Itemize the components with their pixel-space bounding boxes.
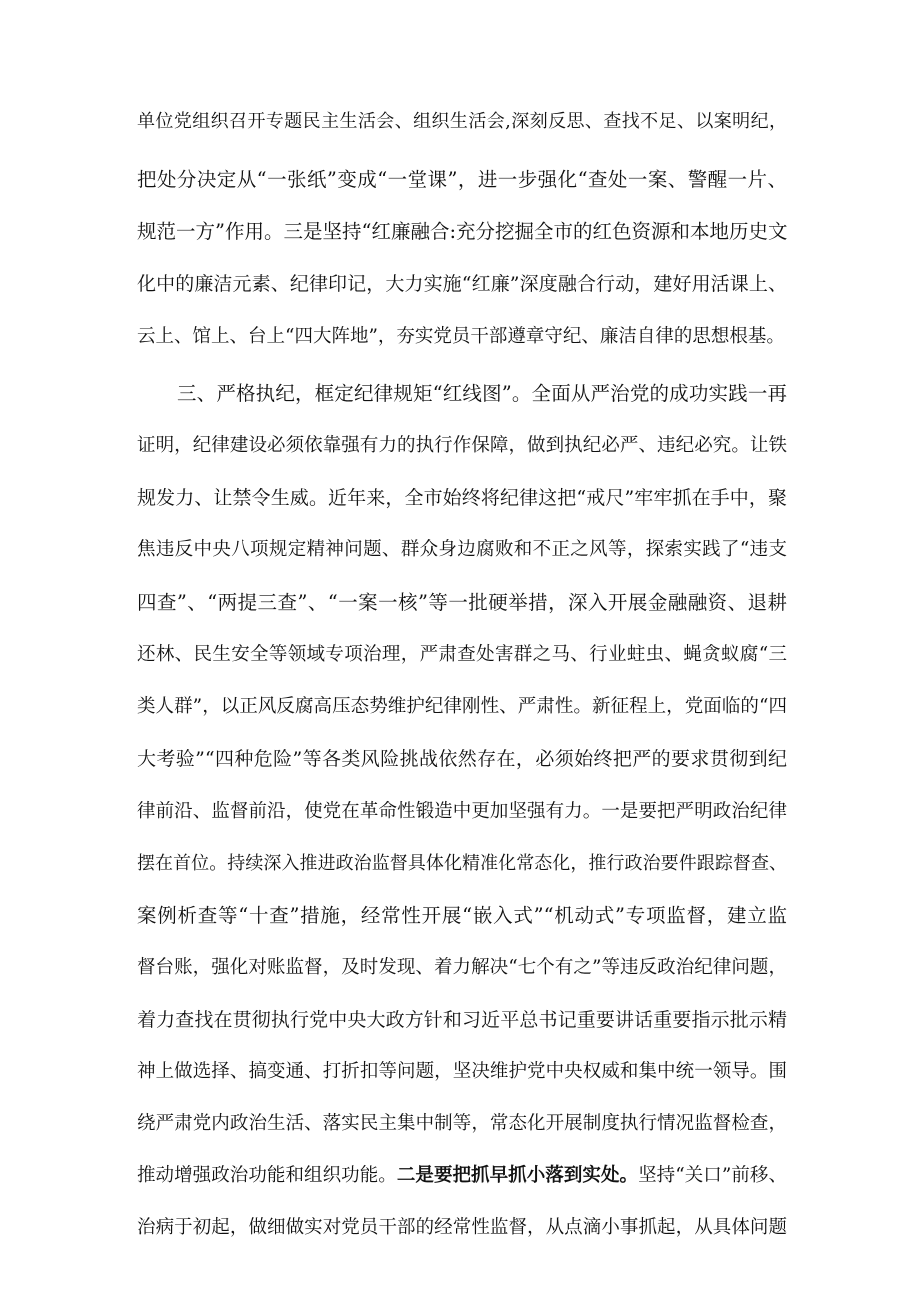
text-line: 单位党组织召开专题民主生活会、组织生活会,深刻反思、查找不足、以案明纪， xyxy=(137,111,787,132)
text-line: 类人群”，以正风反腐高压态势维护纪律刚性、严肃性。新征程上，党面临的“四 xyxy=(137,696,787,717)
bold-subheading: 二是要把抓早抓小落到实处。 xyxy=(396,1165,639,1186)
text-line: 四查”、“两提三查”、“一案一核”等一批硬举措，深入开展金融融资、退耕 xyxy=(137,591,787,614)
text-line: 还林、民生安全等领域专项治理，严肃查处害群之马、行业蛀虫、蝇贪蚁腐“三 xyxy=(137,644,787,665)
text-line: 摆在首位。持续深入推进政治监督具体化精准化常态化，推行政治要件跟踪督查、 xyxy=(137,853,787,874)
text-line: 大考验”“四种危险”等各类风险挑战依然存在，必须始终把严的要求贯彻到纪 xyxy=(137,748,787,770)
text-line: 神上做选择、搞变通、打折扣等问题，坚决维护党中央权威和集中统一领导。围 xyxy=(137,1061,787,1082)
text-line: 规发力、让禁令生威。近年来，全市始终将纪律这把“戒尺”牢牢抓在手中，聚 xyxy=(137,487,787,509)
text-line-mixed xyxy=(137,1158,787,1194)
text-line: 化中的廉洁元素、纪律印记，大力实施“红廉”深度融合行动，建好用活课上、 xyxy=(137,273,787,295)
text-segment: 推动增强政治功能和组织功能。 xyxy=(137,1165,397,1186)
text-line: 案例析查等“十查”措施，经常性开展“嵌入式”“机动式”专项监督，建立监 xyxy=(137,904,787,927)
text-line: 绕严肃党内政治生活、落实民主集中制等，常态化开展制度执行情况监督检查， xyxy=(137,1113,787,1134)
text-line: 着力查找在贯彻执行党中央大政方针和习近平总书记重要讲话重要指示批示精 xyxy=(137,1009,787,1031)
text-line: 规范一方”作用。三是坚持“红廉融合:充分挖掘全市的红色资源和本地历史文 xyxy=(137,220,788,243)
section-heading-line: 三、严格执纪，框定纪律规矩“红线图”。全面从严治党的成功实践一再 xyxy=(177,382,787,405)
text-line: 证明，纪律建设必须依靠强有力的执行作保障，做到执纪必严、违纪必究。让铁 xyxy=(137,435,787,456)
text-line: 云上、馆上、台上“四大阵地”，夯实党员干部遵章守纪、廉洁自律的思想根基。 xyxy=(137,326,785,347)
text-line: 治病于初起，做细做实对党员干部的经常性监督，从点滴小事抓起，从具体问题 xyxy=(137,1217,787,1238)
text-line: 把处分决定从“一张纸”变成“一堂课”，进一步强化“查处一案、警醒一片、 xyxy=(137,168,787,191)
text-line: 督台账，强化对账监督，及时发现、着力解决“七个有之”等违反政治纪律问题， xyxy=(137,957,787,978)
text-line: 焦违反中央八项规定精神问题、群众身边腐败和不正之风等，探索实践了“违支 xyxy=(137,539,787,560)
text-line: 律前沿、监督前沿，使党在革命性锻造中更加坚强有力。一是要把严明政治纪律 xyxy=(137,801,787,822)
text-segment: 坚持“关口”前移、 xyxy=(638,1165,787,1186)
